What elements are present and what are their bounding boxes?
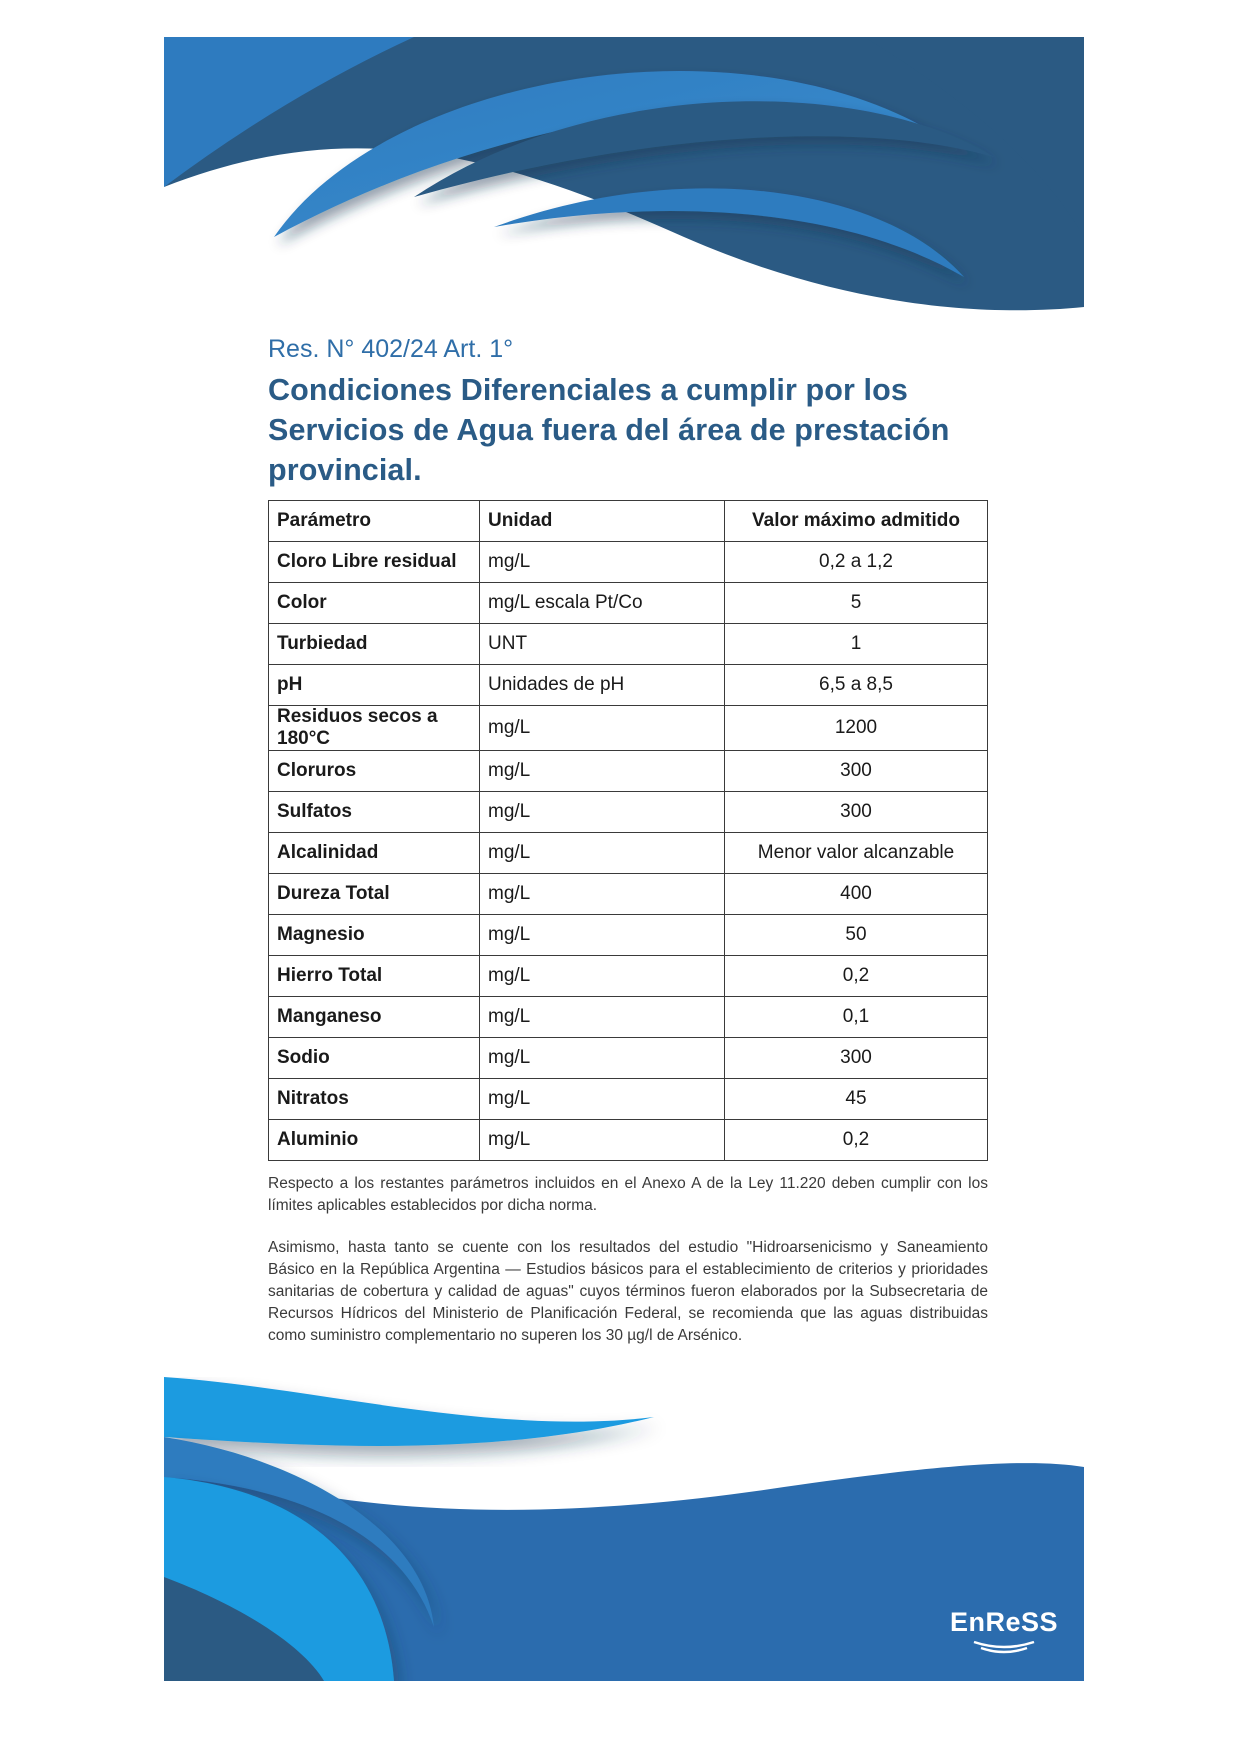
header-parametro: Parámetro bbox=[269, 501, 480, 542]
cell-parametro: Alcalinidad bbox=[269, 833, 480, 874]
table-row bbox=[269, 997, 988, 1038]
wave-icon bbox=[969, 1638, 1039, 1654]
table-row bbox=[269, 792, 988, 833]
cell-parametro: pH bbox=[269, 665, 480, 706]
table-row bbox=[269, 833, 988, 874]
header-valor: Valor máximo admitido bbox=[725, 501, 988, 542]
cell-valor: 6,5 a 8,5 bbox=[725, 665, 988, 706]
cell-parametro: Hierro Total bbox=[269, 956, 480, 997]
cell-valor: 0,2 bbox=[725, 956, 988, 997]
cell-unidad: Unidades de pH bbox=[480, 665, 725, 706]
page-title: Condiciones Diferenciales a cumplir por los Servicios de Agua fuera del área de prestación provincial. bbox=[268, 373, 950, 487]
cell-parametro: Aluminio bbox=[269, 1120, 480, 1161]
cell-valor: 1200 bbox=[725, 706, 988, 751]
table-row bbox=[269, 542, 988, 583]
table-row bbox=[269, 874, 988, 915]
table-row bbox=[269, 751, 988, 792]
resolution-reference: Res. N° 402/24 Art. 1° bbox=[268, 335, 514, 363]
table-row bbox=[269, 583, 988, 624]
cell-valor: 300 bbox=[725, 751, 988, 792]
table-row bbox=[269, 956, 988, 997]
cell-unidad: mg/L bbox=[480, 956, 725, 997]
cell-parametro: Cloro Libre residual bbox=[269, 542, 480, 583]
cell-parametro: Cloruros bbox=[269, 751, 480, 792]
cell-valor: 45 bbox=[725, 1079, 988, 1120]
cell-parametro: Color bbox=[269, 583, 480, 624]
cell-unidad: mg/L bbox=[480, 751, 725, 792]
table-row bbox=[269, 665, 988, 706]
cell-parametro: Residuos secos a 180°C bbox=[269, 706, 480, 751]
note-paragraph-1: Respecto a los restantes parámetros incluidos en el Anexo A de la Ley 11.220 deben cumplir con los límites aplicables establecidos por dicha norma. bbox=[268, 1175, 988, 1214]
cell-unidad: mg/L bbox=[480, 1038, 725, 1079]
cell-valor: 300 bbox=[725, 1038, 988, 1079]
cell-unidad: mg/L bbox=[480, 792, 725, 833]
table-row bbox=[269, 706, 988, 751]
cell-unidad: mg/L bbox=[480, 915, 725, 956]
table-row bbox=[269, 1038, 988, 1079]
enress-logo bbox=[934, 1607, 1074, 1654]
table-row bbox=[269, 1079, 988, 1120]
cell-parametro: Magnesio bbox=[269, 915, 480, 956]
cell-valor: 400 bbox=[725, 874, 988, 915]
cell-parametro: Turbiedad bbox=[269, 624, 480, 665]
cell-unidad: mg/L bbox=[480, 833, 725, 874]
cell-parametro: Nitratos bbox=[269, 1079, 480, 1120]
note-paragraph-2: Asimismo, hasta tanto se cuente con los resultados del estudio "Hidroarsenicismo y Saneamiento Básico en la República Argentina — Estudios básicos para el establecimiento de criterios y prioridades sanitarias de cobertura y calidad de aguas" cuyos términos fueron elaborados por la Subsecretaria de Recursos Hídricos del Ministerio de Planificación Federal, se recomienda que las aguas distribuidas como suministro complementario no superen los 30 µg/l de Arsénico. bbox=[268, 1239, 988, 1344]
cell-valor: 0,1 bbox=[725, 997, 988, 1038]
cell-unidad: mg/L bbox=[480, 706, 725, 751]
cell-unidad: mg/L bbox=[480, 874, 725, 915]
cell-valor: 0,2 bbox=[725, 1120, 988, 1161]
notes bbox=[268, 1173, 988, 1347]
table-row bbox=[269, 624, 988, 665]
poster bbox=[164, 37, 1084, 1681]
header-unidad: Unidad bbox=[480, 501, 725, 542]
table-row bbox=[269, 1120, 988, 1161]
cell-valor: 0,2 a 1,2 bbox=[725, 542, 988, 583]
cell-parametro: Dureza Total bbox=[269, 874, 480, 915]
logo-text: EnReSS bbox=[949, 1607, 1059, 1637]
cell-valor: 300 bbox=[725, 792, 988, 833]
cell-parametro: Sodio bbox=[269, 1038, 480, 1079]
cell-unidad: UNT bbox=[480, 624, 725, 665]
cell-unidad: mg/L escala Pt/Co bbox=[480, 583, 725, 624]
cell-unidad: mg/L bbox=[480, 1079, 725, 1120]
cell-valor: 5 bbox=[725, 583, 988, 624]
cell-valor: 50 bbox=[725, 915, 988, 956]
content bbox=[268, 332, 988, 1367]
cell-parametro: Manganeso bbox=[269, 997, 480, 1038]
table-header-row bbox=[269, 501, 988, 542]
cell-parametro: Sulfatos bbox=[269, 792, 480, 833]
cell-unidad: mg/L bbox=[480, 997, 725, 1038]
cell-valor: 1 bbox=[725, 624, 988, 665]
cell-unidad: mg/L bbox=[480, 1120, 725, 1161]
top-wave-decoration bbox=[164, 37, 1084, 337]
cell-unidad: mg/L bbox=[480, 542, 725, 583]
table-row bbox=[269, 915, 988, 956]
parameters-table bbox=[268, 500, 988, 1161]
cell-valor: Menor valor alcanzable bbox=[725, 833, 988, 874]
